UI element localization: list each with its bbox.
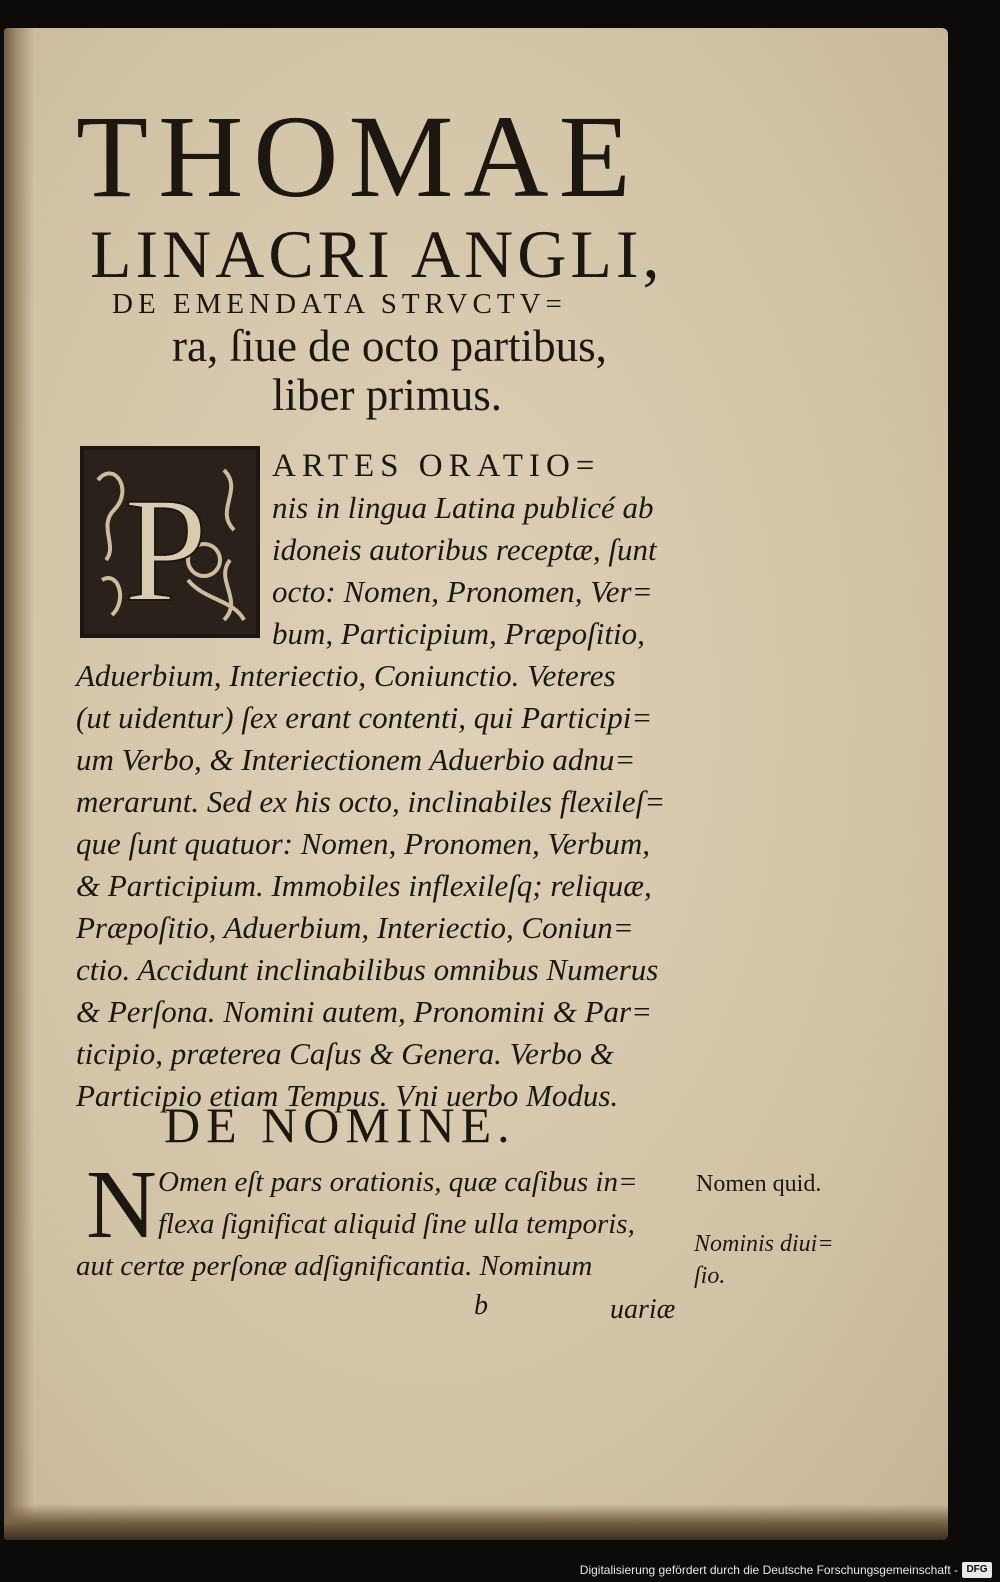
title-line-2: LINACRI ANGLI, — [90, 216, 664, 292]
title-line-4: ra, ſiue de octo partibus, — [172, 321, 607, 371]
book-page — [4, 28, 948, 1540]
body-line-13: ctio. Accidunt inclinabilibus omnibus Numerus — [76, 952, 659, 987]
body-line-5: bum, Participium, Præpoſitio, — [272, 616, 645, 651]
credit-text: Digitalisierung gefördert durch die Deutsche Forschungsgemeinschaft - — [579, 1563, 958, 1577]
body-line-3: idoneis autoribus receptæ, ſunt — [272, 532, 657, 567]
credit-bar — [0, 1560, 1000, 1582]
decorated-initial-p — [80, 446, 260, 638]
ornament-initial-icon — [84, 450, 256, 634]
page-spine-shadow — [4, 28, 34, 1540]
section-line-3: aut certæ perſonæ adſignificantia. Nominum — [76, 1250, 593, 1282]
margin-note-nominis-diui: Nominis diui= — [694, 1231, 834, 1257]
title-line-1: THOMAE — [76, 91, 641, 222]
body-line-1: ARTES ORATIO= — [272, 448, 601, 484]
margin-note-nomen-quid: Nomen quid. — [696, 1171, 822, 1197]
body-line-10: que ſunt quatuor: Nomen, Pronomen, Verbum, — [76, 826, 651, 861]
title-line-5: liber primus. — [272, 370, 502, 420]
dfg-logo: DFG — [962, 1562, 992, 1578]
body-line-14: & Perſona. Nomini autem, Pronomini & Par= — [76, 994, 653, 1029]
page-bottom-edge — [4, 1504, 948, 1540]
body-line-8: um Verbo, & Interiectionem Aduerbio adnu= — [76, 742, 636, 777]
margin-note-sio: ſio. — [694, 1263, 726, 1289]
section-line-1: Omen eſt pars orationis, quæ caſibus in= — [158, 1166, 638, 1198]
body-line-12: Præpoſitio, Aduerbium, Interiectio, Coniun= — [76, 910, 634, 945]
catchword: uariæ — [610, 1294, 676, 1325]
body-line-6: Aduerbium, Interiectio, Coniunctio. Veteres — [76, 658, 616, 693]
section-heading: DE NOMINE. — [164, 1097, 516, 1153]
body-line-2: nis in lingua Latina publicé ab — [272, 490, 654, 525]
section-line-2: flexa ſignificat aliquid ſine ulla temporis, — [158, 1208, 635, 1240]
body-line-9: merarunt. Sed ex his octo, inclinabiles flexileſ= — [76, 784, 666, 819]
svg-text:P: P — [124, 467, 208, 633]
body-line-11: & Participium. Immobiles inflexileſq; reliquæ, — [76, 868, 652, 903]
body-line-7: (ut uidentur) ſex erant contenti, qui Participi= — [76, 700, 653, 735]
section-initial: N — [86, 1151, 157, 1259]
body-line-4: octo: Nomen, Pronomen, Ver= — [272, 574, 653, 609]
title-line-3: DE EMENDATA STRVCTV= — [112, 288, 567, 320]
body-line-16: Participio etiam Tempus. Vni uerbo Modus. — [76, 1078, 619, 1113]
body-line-15: ticipio, præterea Caſus & Genera. Verbo & — [76, 1036, 614, 1071]
signature-mark: b — [474, 1290, 488, 1321]
